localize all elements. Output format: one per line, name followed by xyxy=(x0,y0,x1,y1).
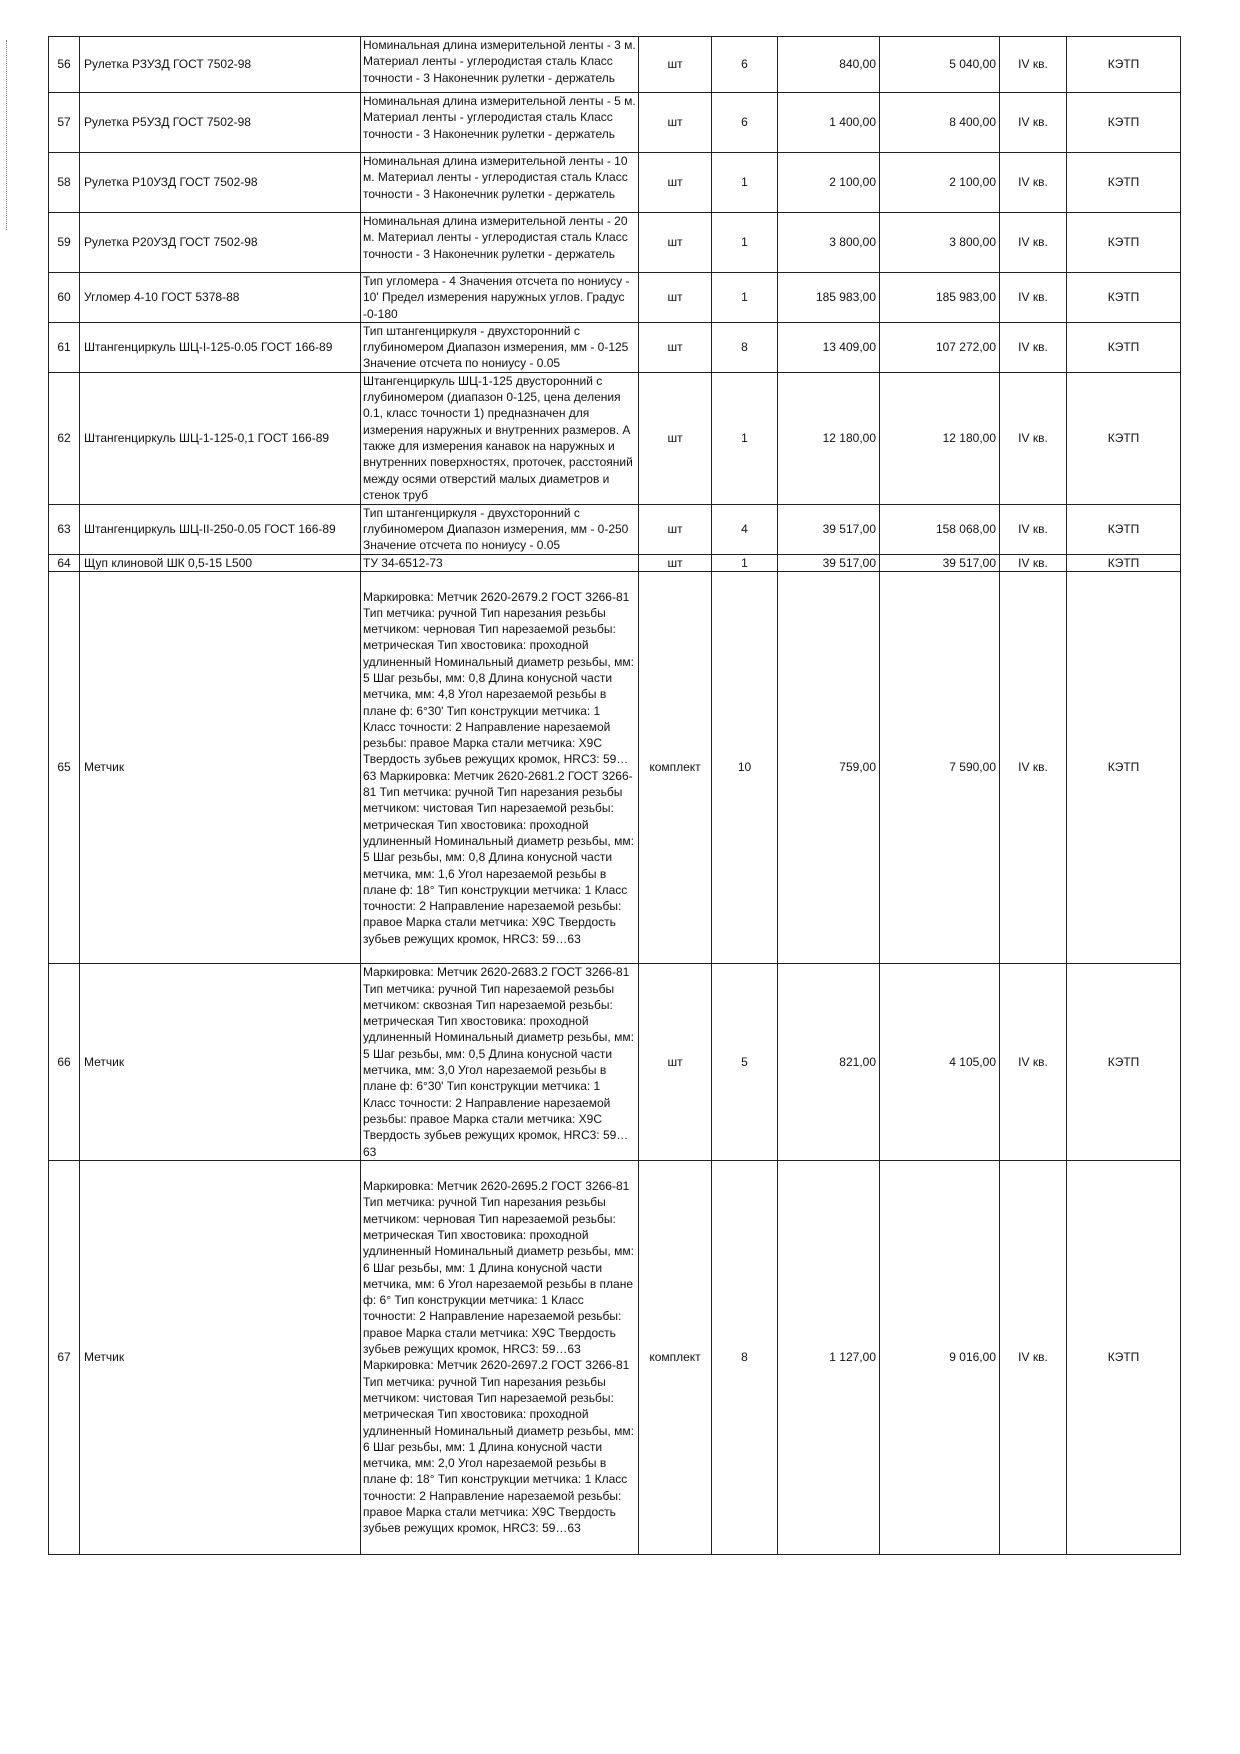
item-price: 13 409,00 xyxy=(778,322,880,372)
item-term: IV кв. xyxy=(1000,554,1067,572)
table-row xyxy=(49,964,1181,1161)
item-name: Метчик xyxy=(80,964,361,1161)
item-spec: Номинальная длина измерительной ленты - 10 м. Материал ленты - углеродистая сталь Класс точности - 3 Наконечник рулетки - держатель xyxy=(361,153,639,213)
item-quantity: 6 xyxy=(712,93,778,153)
item-term: IV кв. xyxy=(1000,153,1067,213)
item-unit: комплект xyxy=(639,1160,712,1554)
item-quantity: 8 xyxy=(712,1160,778,1554)
row-number: 61 xyxy=(49,322,80,372)
table-row xyxy=(49,372,1181,504)
item-price: 1 400,00 xyxy=(778,93,880,153)
item-spec: Номинальная длина измерительной ленты - 3 м. Материал ленты - углеродистая сталь Класс точности - 3 Наконечник рулетки - держатель xyxy=(361,37,639,93)
table-row xyxy=(49,1160,1181,1554)
table-row xyxy=(49,213,1181,273)
item-term: IV кв. xyxy=(1000,322,1067,372)
item-unit: шт xyxy=(639,504,712,554)
table-row xyxy=(49,37,1181,93)
item-spec: Тип угломера - 4 Значения отсчета по нониусу - 10' Предел измерения наружных углов. Градус -0-180 xyxy=(361,273,639,323)
row-number: 58 xyxy=(49,153,80,213)
item-sum: 39 517,00 xyxy=(880,554,1000,572)
row-number: 67 xyxy=(49,1160,80,1554)
row-number: 62 xyxy=(49,372,80,504)
row-number: 59 xyxy=(49,213,80,273)
item-unit: шт xyxy=(639,153,712,213)
item-unit: шт xyxy=(639,554,712,572)
table-row xyxy=(49,572,1181,964)
item-quantity: 10 xyxy=(712,572,778,964)
item-spec: Номинальная длина измерительной ленты - 20 м. Материал ленты - углеродистая сталь Класс точности - 3 Наконечник рулетки - держатель xyxy=(361,213,639,273)
table-row xyxy=(49,153,1181,213)
item-name: Штангенциркуль ШЦ-1-125-0,1 ГОСТ 166-89 xyxy=(80,372,361,504)
item-term: IV кв. xyxy=(1000,1160,1067,1554)
item-customer: КЭТП xyxy=(1067,964,1181,1161)
item-price: 39 517,00 xyxy=(778,504,880,554)
item-term: IV кв. xyxy=(1000,372,1067,504)
item-price: 759,00 xyxy=(778,572,880,964)
item-sum: 12 180,00 xyxy=(880,372,1000,504)
item-name: Рулетка Р20УЗД ГОСТ 7502-98 xyxy=(80,213,361,273)
item-customer: КЭТП xyxy=(1067,153,1181,213)
item-customer: КЭТП xyxy=(1067,554,1181,572)
item-term: IV кв. xyxy=(1000,37,1067,93)
item-price: 39 517,00 xyxy=(778,554,880,572)
item-spec: Штангенциркуль ШЦ-1-125 двусторонний с глубиномером (диапазон 0-125, цена деления 0.1, класс точности 1) предназначен для измерения наружных и внутренних размеров. А также для измерения канавок на наружных и внутренних поверхностях, проточек, расстояний между осями отверстий малых диаметров и стенок труб xyxy=(361,372,639,504)
item-spec: Маркировка: Метчик 2620-2679.2 ГОСТ 3266-81 Тип метчика: ручной Тип нарезания резьбы метчиком: черновая Тип нарезаемой резьбы: метрическая Тип хвостовика: проходной удлиненный Номинальный диаметр резьбы, мм: 5 Шаг резьбы, мм: 0,8 Длина конусной части метчика, мм: 4,8 Угол нарезаемой резьбы в плане ф: 6°30' Тип конструкции метчика: 1 Класс точности: 2 Направление нарезаемой резьбы: правое Марка стали метчика: Х9С Твердость зубьев режущих кромок, HRC3: 59…63 Маркировка: Метчик 2620-2681.2 ГОСТ 3266-81 Тип метчика: ручной Тип нарезания резьбы метчиком: чистовая Тип нарезаемой резьбы: метрическая Тип хвостовика: проходной удлиненный Номинальный диаметр резьбы, мм: 5 Шаг резьбы, мм: 0,8 Длина конусной части метчика, мм: 1,6 Угол нарезаемой резьбы в плане ф: 18° Тип конструкции метчика: 1 Класс точности: 2 Направление нарезаемой резьбы: правое Марка стали метчика: Х9С Твердость зубьев режущих кромок, HRC3: 59…63 xyxy=(361,572,639,964)
item-unit: шт xyxy=(639,93,712,153)
item-name: Штангенциркуль ШЦ-II-250-0.05 ГОСТ 166-89 xyxy=(80,504,361,554)
item-sum: 8 400,00 xyxy=(880,93,1000,153)
item-name: Щуп клиновой ШК 0,5-15 L500 xyxy=(80,554,361,572)
item-customer: КЭТП xyxy=(1067,322,1181,372)
row-number: 64 xyxy=(49,554,80,572)
item-unit: комплект xyxy=(639,572,712,964)
row-number: 60 xyxy=(49,273,80,323)
item-price: 1 127,00 xyxy=(778,1160,880,1554)
item-sum: 107 272,00 xyxy=(880,322,1000,372)
item-quantity: 1 xyxy=(712,554,778,572)
table-row xyxy=(49,554,1181,572)
item-spec: ТУ 34-6512-73 xyxy=(361,554,639,572)
item-customer: КЭТП xyxy=(1067,372,1181,504)
row-number: 57 xyxy=(49,93,80,153)
item-price: 2 100,00 xyxy=(778,153,880,213)
item-name: Штангенциркуль ШЦ-I-125-0.05 ГОСТ 166-89 xyxy=(80,322,361,372)
item-customer: КЭТП xyxy=(1067,37,1181,93)
item-sum: 2 100,00 xyxy=(880,153,1000,213)
item-sum: 7 590,00 xyxy=(880,572,1000,964)
item-unit: шт xyxy=(639,964,712,1161)
item-spec: Маркировка: Метчик 2620-2695.2 ГОСТ 3266-81 Тип метчика: ручной Тип нарезания резьбы метчиком: черновая Тип нарезаемой резьбы: метрическая Тип хвостовика: проходной удлиненный Номинальный диаметр резьбы, мм: 6 Шаг резьбы, мм: 1 Длина конусной части метчика, мм: 6 Угол нарезаемой резьбы в плане ф: 6° Тип конструкции метчика: 1 Класс точности: 2 Направление нарезаемой резьбы: правое Марка стали метчика: Х9С Твердость зубьев режущих кромок, HRC3: 59…63 Маркировка: Метчик 2620-2697.2 ГОСТ 3266-81 Тип метчика: ручной Тип нарезания резьбы метчиком: чистовая Тип нарезаемой резьбы: метрическая Тип хвостовика: проходной удлиненный Номинальный диаметр резьбы, мм: 6 Шаг резьбы, мм: 1 Длина конусной части метчика, мм: 2,0 Угол нарезаемой резьбы в плане ф: 18° Тип конструкции метчика: 1 Класс точности: 2 Направление нарезаемой резьбы: правое Марка стали метчика: Х9С Твердость зубьев режущих кромок, HRC3: 59…63 xyxy=(361,1160,639,1554)
item-term: IV кв. xyxy=(1000,572,1067,964)
item-customer: КЭТП xyxy=(1067,213,1181,273)
item-price: 185 983,00 xyxy=(778,273,880,323)
item-unit: шт xyxy=(639,322,712,372)
table-body xyxy=(49,37,1181,1555)
item-customer: КЭТП xyxy=(1067,504,1181,554)
item-term: IV кв. xyxy=(1000,93,1067,153)
procurement-table-sheet xyxy=(48,36,1181,1555)
item-quantity: 4 xyxy=(712,504,778,554)
row-number: 63 xyxy=(49,504,80,554)
scan-edge-marks xyxy=(6,40,11,230)
item-term: IV кв. xyxy=(1000,964,1067,1161)
item-customer: КЭТП xyxy=(1067,273,1181,323)
item-unit: шт xyxy=(639,213,712,273)
table-row xyxy=(49,93,1181,153)
item-sum: 5 040,00 xyxy=(880,37,1000,93)
row-number: 66 xyxy=(49,964,80,1161)
item-unit: шт xyxy=(639,37,712,93)
item-term: IV кв. xyxy=(1000,504,1067,554)
item-name: Рулетка РЗУЗД ГОСТ 7502-98 xyxy=(80,37,361,93)
table-row xyxy=(49,273,1181,323)
item-sum: 9 016,00 xyxy=(880,1160,1000,1554)
item-term: IV кв. xyxy=(1000,213,1067,273)
item-customer: КЭТП xyxy=(1067,93,1181,153)
item-sum: 158 068,00 xyxy=(880,504,1000,554)
item-quantity: 1 xyxy=(712,273,778,323)
procurement-table xyxy=(48,36,1181,1555)
item-unit: шт xyxy=(639,372,712,504)
row-number: 65 xyxy=(49,572,80,964)
item-customer: КЭТП xyxy=(1067,572,1181,964)
row-number: 56 xyxy=(49,37,80,93)
item-term: IV кв. xyxy=(1000,273,1067,323)
table-row xyxy=(49,322,1181,372)
item-price: 821,00 xyxy=(778,964,880,1161)
item-price: 3 800,00 xyxy=(778,213,880,273)
item-sum: 4 105,00 xyxy=(880,964,1000,1161)
item-quantity: 6 xyxy=(712,37,778,93)
item-customer: КЭТП xyxy=(1067,1160,1181,1554)
item-price: 840,00 xyxy=(778,37,880,93)
item-name: Угломер 4-10 ГОСТ 5378-88 xyxy=(80,273,361,323)
item-name: Метчик xyxy=(80,572,361,964)
item-name: Рулетка Р10УЗД ГОСТ 7502-98 xyxy=(80,153,361,213)
item-spec: Номинальная длина измерительной ленты - 5 м. Материал ленты - углеродистая сталь Класс точности - 3 Наконечник рулетки - держатель xyxy=(361,93,639,153)
item-spec: Тип штангенциркуля - двухсторонний с глубиномером Диапазон измерения, мм - 0-250 Значение отсчета по нониусу - 0.05 xyxy=(361,504,639,554)
item-name: Рулетка Р5УЗД ГОСТ 7502-98 xyxy=(80,93,361,153)
item-spec: Маркировка: Метчик 2620-2683.2 ГОСТ 3266-81 Тип метчика: ручной Тип нарезаемой резьбы метчиком: сквозная Тип нарезаемой резьбы: метрическая Тип хвостовика: проходной удлиненный Номинальный диаметр резьбы, мм: 5 Шаг резьбы, мм: 0,5 Длина конусной части метчика, мм: 3,0 Угол нарезаемой резьбы в плане ф: 6°30' Тип конструкции метчика: 1 Класс точности: 2 Направление нарезаемой резьбы: правое Марка стали метчика: Х9С Твердость зубьев режущих кромок, HRC3: 59…63 xyxy=(361,964,639,1161)
item-spec: Тип штангенциркуля - двухсторонний с глубиномером Диапазон измерения, мм - 0-125 Значение отсчета по нониусу - 0.05 xyxy=(361,322,639,372)
item-quantity: 1 xyxy=(712,213,778,273)
item-price: 12 180,00 xyxy=(778,372,880,504)
item-quantity: 1 xyxy=(712,153,778,213)
item-sum: 185 983,00 xyxy=(880,273,1000,323)
item-quantity: 1 xyxy=(712,372,778,504)
item-name: Метчик xyxy=(80,1160,361,1554)
item-unit: шт xyxy=(639,273,712,323)
item-sum: 3 800,00 xyxy=(880,213,1000,273)
table-row xyxy=(49,504,1181,554)
item-quantity: 5 xyxy=(712,964,778,1161)
item-quantity: 8 xyxy=(712,322,778,372)
